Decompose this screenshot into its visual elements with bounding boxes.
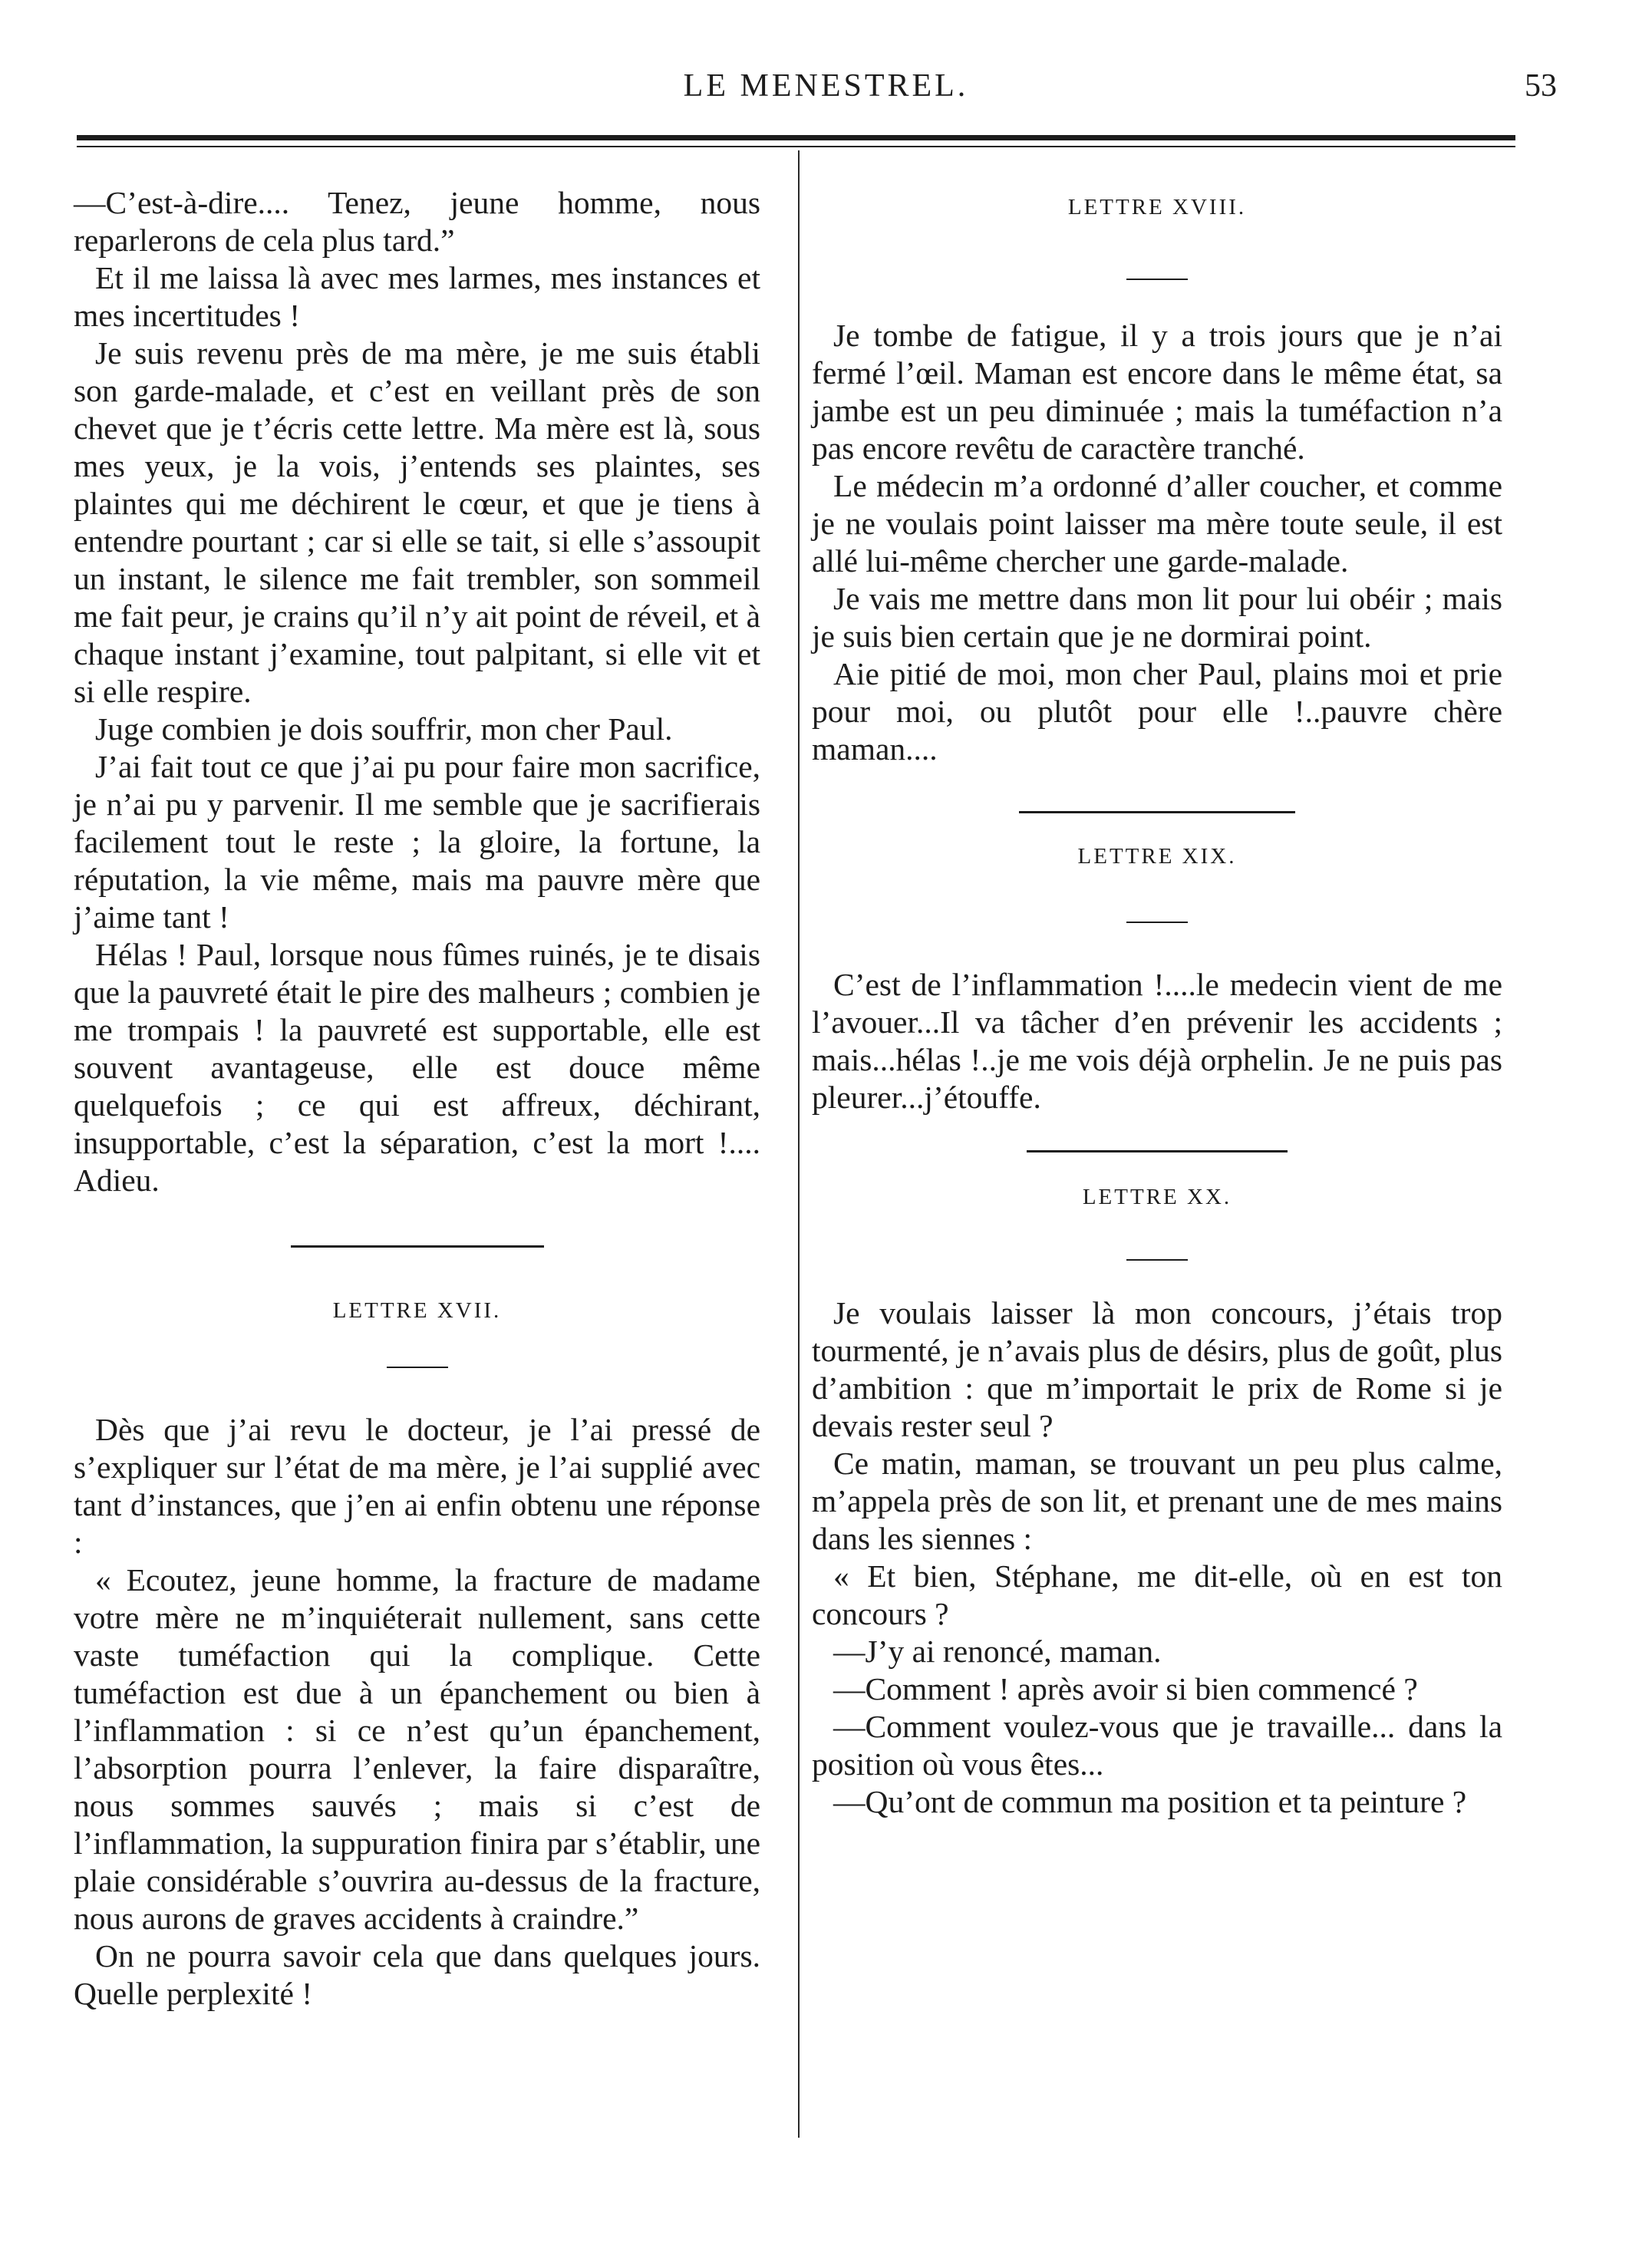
paragraph: C’est de l’inflammation !....le medecin vient de me l’avouer...Il va tâcher d’en prévenir les accidents ; mais...hélas !..je me vois déjà orphelin. Je ne puis pas pleurer...j’étouffe. — [812, 967, 1502, 1115]
paragraph: « Ecoutez, jeune homme, la fracture de madame votre mère ne m’inquiéterait nullement, sans cette vaste tuméfaction qui la complique. Cette tuméfaction est due à un épanchement ou bien à l’inflammation : si ce n’est qu’un épanchement, l’absorption pourra l’enlever, la faire disparaître, nous sommes sauvés ; mais si c’est de l’inflammation, la suppuration finira par s’établir, une plaie considérable s’ouvrira au-dessus de la fracture, nous aurons de graves accidents à craindre.” — [74, 1562, 760, 1936]
paragraph: Je voulais laisser là mon concours, j’étais trop tourmenté, je n’avais plus de désirs, plus de goût, plus d’ambition : que m’importait le prix de Rome si je devais rester seul ? — [812, 1295, 1502, 1443]
section-separator — [1019, 811, 1295, 813]
paragraph: Ce matin, maman, se trouvant un peu plus calme, m’appela près de son lit, et prenant une de mes mains dans les siennes : — [812, 1446, 1502, 1556]
paragraph: On ne pourra savoir cela que dans quelques jours. Quelle perplexité ! — [74, 1938, 760, 2011]
paragraph: Je vais me mettre dans mon lit pour lui obéir ; mais je suis bien certain que je ne dormirai point. — [812, 581, 1502, 654]
header-rule-thin — [77, 146, 1515, 147]
paragraph: Aie pitié de moi, mon cher Paul, plains moi et prie pour moi, ou plutôt pour elle !..pauvre chère maman.... — [812, 656, 1502, 767]
paragraph: Le médecin m’a ordonné d’aller coucher, et comme je ne voulais point laisser ma mère toute seule, il est allé lui-même chercher une garde-malade. — [812, 468, 1502, 579]
paragraph: Je tombe de fatigue, il y a trois jours que je n’ai fermé l’œil. Maman est encore dans le même état, sa jambe est un peu diminuée ; mais la tuméfaction n’a pas encore revêtu de caractère tranché. — [812, 318, 1502, 466]
section-separator — [1027, 1150, 1288, 1152]
journal-title: LE MENESTREL. — [683, 68, 969, 104]
right-column — [812, 184, 1502, 1821]
paragraph: —C’est-à-dire.... Tenez, jeune homme, nous reparlerons de cela plus tard.” — [74, 185, 760, 258]
letter-heading: LETTRE XIX. — [1077, 844, 1237, 869]
paragraph: Juge combien je dois souffrir, mon cher Paul. — [95, 711, 673, 747]
letter-heading: LETTRE XVIII. — [1067, 195, 1247, 219]
paragraph: Je suis revenu près de ma mère, je me suis établi son garde-malade, et c’est en veillant près de son chevet que je t’écris cette lettre. Ma mère est là, sous mes yeux, je la vois, j’entends ses plaintes, ses plaintes qui me déchirent le cœur, et que je tiens à entendre pourtant ; car si elle se tait, si elle s’assoupit un instant, le silence me fait trembler, son sommeil me fait peur, je crains qu’il n’y ait point de réveil, et à chaque instant j’examine, tout palpitant, si elle vit et si elle respire. — [74, 335, 760, 709]
paragraph: —J’y ai renoncé, maman. — [833, 1634, 1162, 1669]
heading-dash — [1126, 922, 1188, 923]
paragraph: Et il me laissa là avec mes larmes, mes instances et mes incertitudes ! — [74, 260, 760, 333]
left-column — [74, 184, 760, 2013]
paragraph: Hélas ! Paul, lorsque nous fûmes ruinés, je te disais que la pauvreté était le pire des malheurs ; combien je me trompais ! la pauvreté est supportable, elle est souvent avantageuse, elle est douce même quelquefois ; ce qui est affreux, déchirant, insupportable, c’est la séparation, c’est la mort !.... Adieu. — [74, 937, 760, 1198]
heading-dash — [1126, 1259, 1188, 1261]
section-separator — [291, 1245, 544, 1248]
paragraph: J’ai fait tout ce que j’ai pu pour faire mon sacrifice, je n’ai pu y parvenir. Il me semble que je sacrifierais facilement tout le reste ; la gloire, la fortune, la réputation, la vie même, mais ma pauvre mère que j’aime tant ! — [74, 749, 760, 935]
column-divider — [798, 150, 800, 2138]
paragraph: « Et bien, Stéphane, me dit-elle, où en est ton concours ? — [812, 1558, 1502, 1631]
heading-dash — [1126, 279, 1188, 280]
paragraph: —Comment ! après avoir si bien commencé ? — [833, 1671, 1418, 1706]
letter-heading: LETTRE XVII. — [332, 1298, 502, 1323]
paragraph: Dès que j’ai revu le docteur, je l’ai pressé de s’expliquer sur l’état de ma mère, je l’ai supplié avec tant d’instances, que j’en ai enfin obtenu une réponse : — [74, 1412, 760, 1560]
paragraph: —Comment voulez-vous que je travaille... dans la position où vous êtes... — [812, 1709, 1502, 1782]
header-rule-thick — [77, 135, 1515, 140]
paragraph: —Qu’ont de commun ma position et ta peinture ? — [833, 1784, 1467, 1819]
page-header — [0, 68, 1652, 114]
letter-heading: LETTRE XX. — [1082, 1185, 1232, 1209]
heading-dash — [387, 1367, 448, 1368]
page-number: 53 — [1525, 68, 1557, 104]
